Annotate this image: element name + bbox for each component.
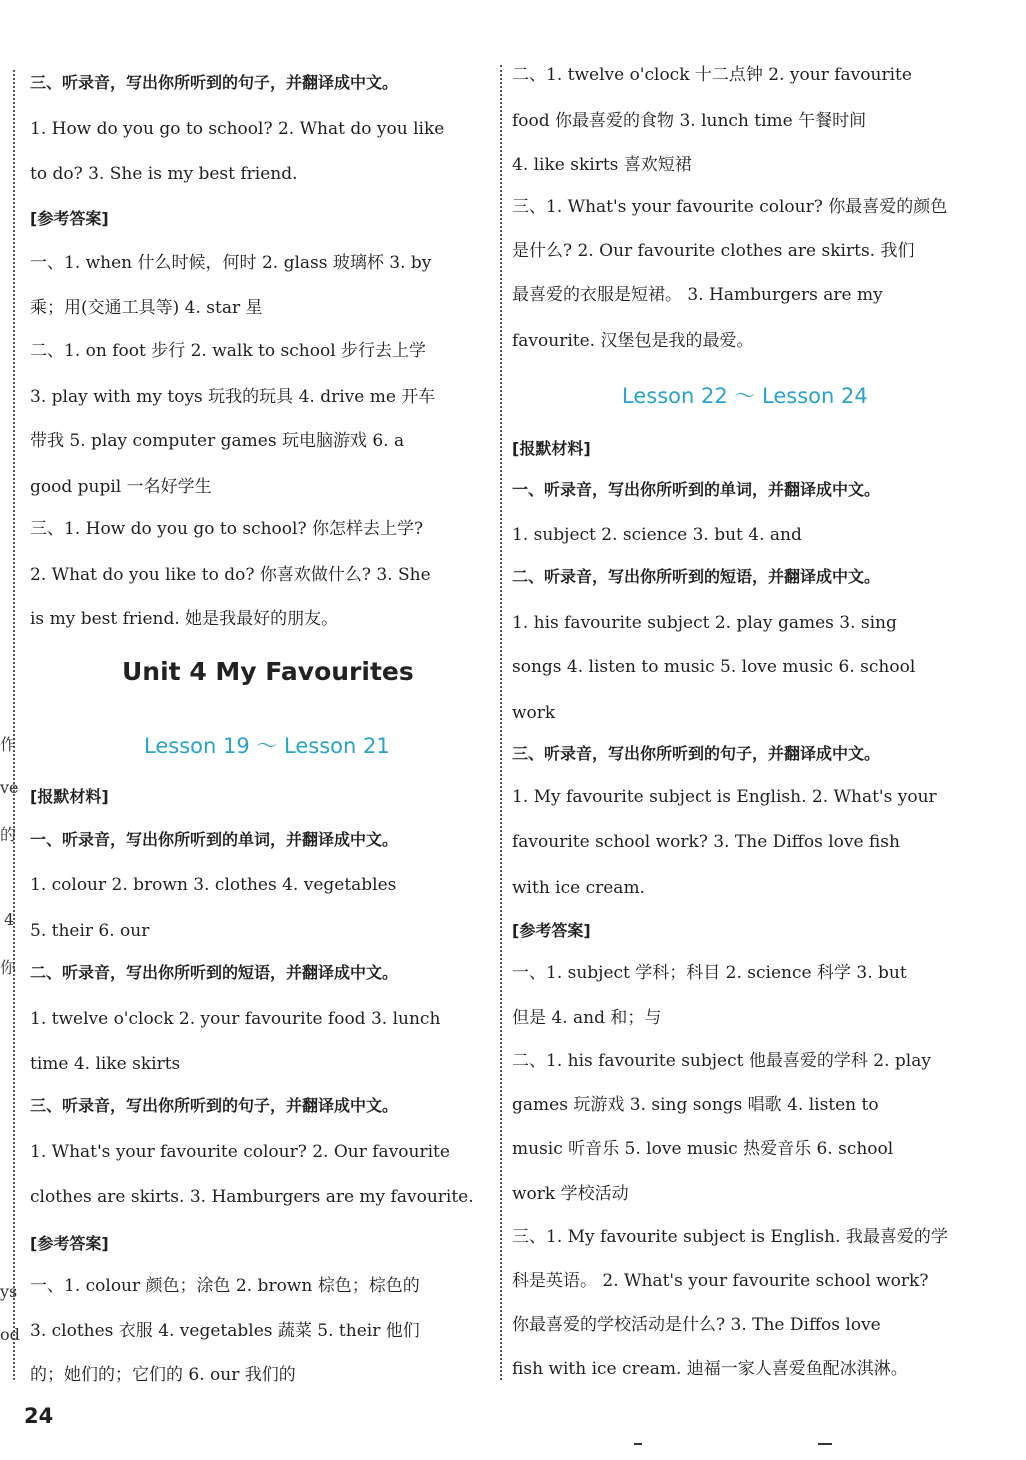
text-line: to do? 3. She is my best friend. <box>30 164 298 184</box>
text-line: songs 4. listen to music 5. love music 6. school <box>512 657 916 677</box>
text-line: 4. like skirts 喜欢短裙 <box>512 155 692 175</box>
margin-fragment: 你 <box>0 958 17 977</box>
text-line: clothes are skirts. 3. Hamburgers are my favourite. <box>30 1187 474 1207</box>
text-line: 1. How do you go to school? 2. What do you like <box>30 119 445 139</box>
text-line: time 4. like skirts <box>30 1054 181 1074</box>
text-line: with ice cream. <box>512 878 645 898</box>
section-heading: 二、听录音，写出你所听到的短语，并翻译成中文。 <box>30 963 399 982</box>
margin-fragment: od <box>0 1325 20 1344</box>
section-heading: 一、听录音，写出你所听到的单词，并翻译成中文。 <box>512 480 881 499</box>
text-line: is my best friend. 她是我最好的朋友。 <box>30 609 339 629</box>
text-line: 二、1. his favourite subject 他最喜爱的学科 2. play <box>512 1051 931 1071</box>
text-line: 最喜爱的衣服是短裙。 3. Hamburgers are my <box>512 285 883 305</box>
text-line: work 学校活动 <box>512 1184 629 1204</box>
text-line: 乘；用(交通工具等) 4. star 星 <box>30 298 263 318</box>
margin-fragment: 作 <box>0 735 17 754</box>
section-heading: 三、听录音，写出你所听到的句子，并翻译成中文。 <box>30 73 399 92</box>
text-line: 三、1. How do you go to school? 你怎样去上学? <box>30 519 424 539</box>
text-line: 1. What's your favourite colour? 2. Our favourite <box>30 1142 450 1162</box>
text-line: 但是 4. and 和；与 <box>512 1008 662 1028</box>
lesson-title: Lesson 22 ～ Lesson 24 <box>622 384 868 408</box>
text-line: 是什么? 2. Our favourite clothes are skirts. 我们 <box>512 241 915 261</box>
section-heading: 一、听录音，写出你所听到的单词，并翻译成中文。 <box>30 830 399 849</box>
text-line: 一、1. subject 学科；科目 2. science 科学 3. but <box>512 963 907 983</box>
unit-title: Unit 4 My Favourites <box>122 657 414 686</box>
text-line: 带我 5. play computer games 玩电脑游戏 6. a <box>30 431 405 451</box>
text-line: music 听音乐 5. love music 热爱音乐 6. school <box>512 1139 894 1159</box>
text-line: 一、1. colour 颜色；涂色 2. brown 棕色；棕色的 <box>30 1276 420 1296</box>
margin-fragment: ys <box>0 1282 18 1301</box>
answer-key-label: [参考答案] <box>30 1234 109 1253</box>
text-line: games 玩游戏 3. sing songs 唱歌 4. listen to <box>512 1095 879 1115</box>
text-line: 科是英语。 2. What's your favourite school work? <box>512 1271 929 1291</box>
text-line: 二、1. twelve o'clock 十二点钟 2. your favourite <box>512 65 912 85</box>
text-line: 一、1. when 什么时候，何时 2. glass 玻璃杯 3. by <box>30 253 432 273</box>
margin-fragment: ve <box>0 778 19 797</box>
text-line: 的；她们的；它们的 6. our 我们的 <box>30 1365 296 1385</box>
text-line: 三、1. My favourite subject is English. 我最喜爱的学 <box>512 1227 948 1247</box>
text-line: 3. clothes 衣服 4. vegetables 蔬菜 5. their 他们 <box>30 1321 420 1341</box>
answer-key-label: [参考答案] <box>512 921 591 940</box>
text-line: 2. What do you like to do? 你喜欢做什么? 3. She <box>30 565 431 585</box>
text-line: food 你最喜爱的食物 3. lunch time 午餐时间 <box>512 111 867 131</box>
text-line: good pupil 一名好学生 <box>30 477 212 497</box>
text-line: 你最喜爱的学校活动是什么? 3. The Diffos love <box>512 1315 881 1335</box>
section-heading: 三、听录音，写出你所听到的句子，并翻译成中文。 <box>30 1096 399 1115</box>
section-heading: 二、听录音，写出你所听到的短语，并翻译成中文。 <box>512 567 881 586</box>
text-line: work <box>512 703 556 723</box>
dictation-label: [报默材料] <box>512 439 591 458</box>
text-line: 二、1. on foot 步行 2. walk to school 步行去上学 <box>30 341 427 361</box>
margin-fragment: 4 <box>4 910 15 929</box>
text-line: favourite. 汉堡包是我的最爱。 <box>512 331 754 351</box>
column-divider <box>500 65 502 1380</box>
left-margin-divider <box>13 70 15 1380</box>
text-line: favourite school work? 3. The Diffos love fish <box>512 832 900 852</box>
bottom-mark <box>818 1443 832 1445</box>
text-line: 1. colour 2. brown 3. clothes 4. vegetables <box>30 875 397 895</box>
margin-fragment: 的 <box>0 825 17 844</box>
text-line: 1. twelve o'clock 2. your favourite food 3. lunch <box>30 1009 441 1029</box>
page-number: 24 <box>24 1404 54 1428</box>
text-line: 三、1. What's your favourite colour? 你最喜爱的颜色 <box>512 197 948 217</box>
text-line: 1. his favourite subject 2. play games 3. sing <box>512 613 897 633</box>
section-heading: 三、听录音，写出你所听到的句子，并翻译成中文。 <box>512 744 881 763</box>
text-line: fish with ice cream. 迪福一家人喜爱鱼配冰淇淋。 <box>512 1359 908 1379</box>
text-line: 1. subject 2. science 3. but 4. and <box>512 525 802 545</box>
lesson-title: Lesson 19 ～ Lesson 21 <box>144 734 390 758</box>
bottom-mark <box>634 1443 642 1445</box>
text-line: 1. My favourite subject is English. 2. What's your <box>512 787 937 807</box>
text-line: 3. play with my toys 玩我的玩具 4. drive me 开车 <box>30 387 436 407</box>
answer-key-label: [参考答案] <box>30 209 109 228</box>
text-line: 5. their 6. our <box>30 921 150 941</box>
dictation-label: [报默材料] <box>30 787 109 806</box>
